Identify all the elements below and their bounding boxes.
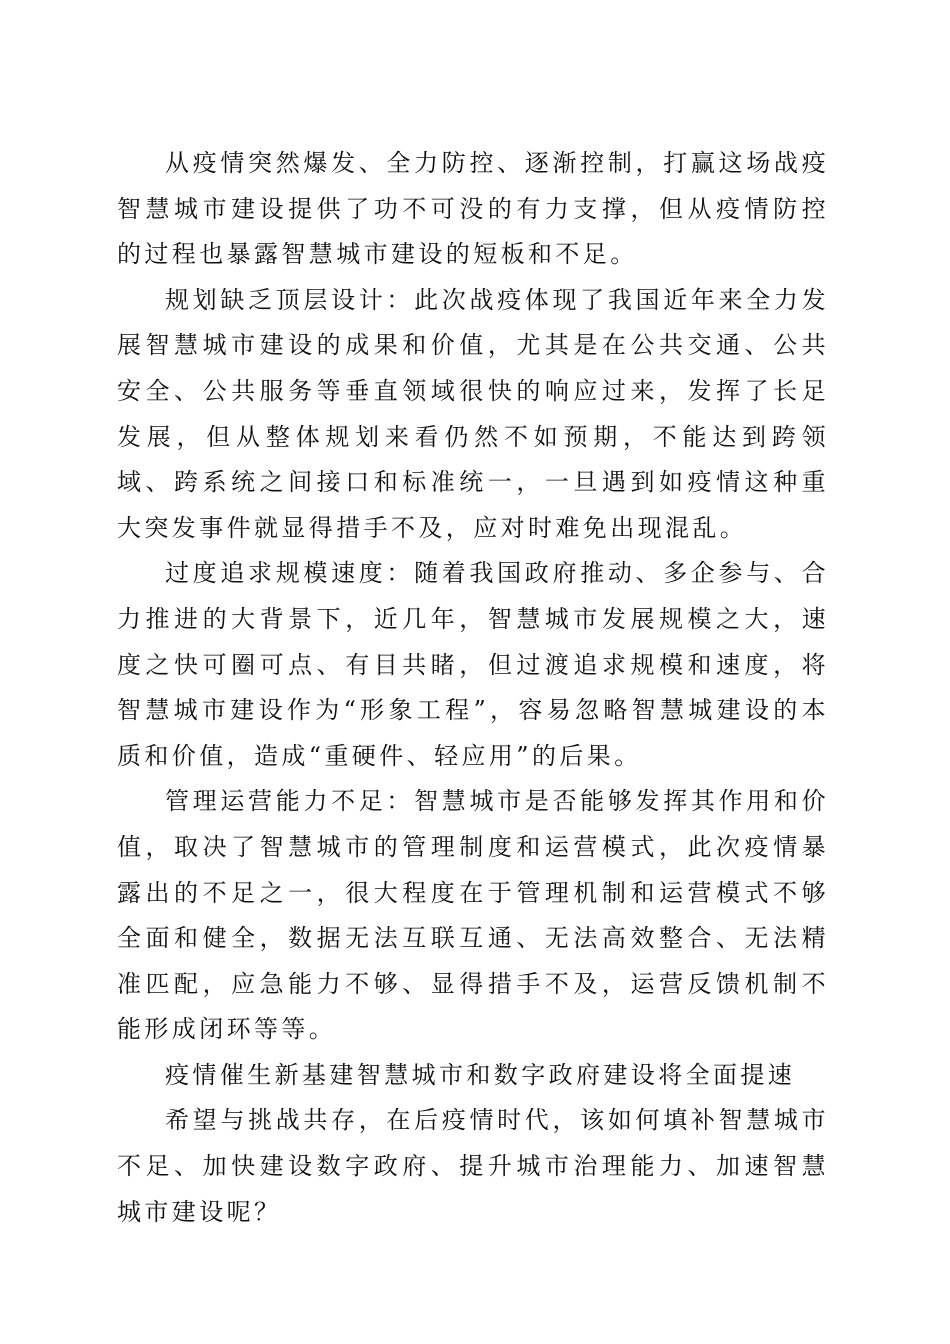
paragraph-planning: 规划缺乏顶层设计：此次战疫体现了我国近年来全力发展智慧城市建设的成果和价值，尤其是在公共交通、公共安全、公共服务等垂直领域很快的响应过来，发挥了长足发展，但从整体规划来看仍然不如预期，不能达到跨领域、跨系统之间接口和标准统一，一旦遇到如疫情这种重大突发事件就显得措手不及，应对时难免出现混乱。 — [117, 285, 829, 542]
paragraph-management: 管理运营能力不足：智慧城市是否能够发挥其作用和价值，取决了智慧城市的管理制度和运营模式，此次疫情暴露出的不足之一，很大程度在于管理机制和运营模式不够全面和健全，数据无法互联互通、无法高效整合、无法精准匹配，应急能力不够、显得措手不及，运营反馈机制不能形成闭环等等。 — [117, 787, 829, 1044]
section-heading: 疫情催生新基建智慧城市和数字政府建设将全面提速 — [165, 1060, 796, 1089]
paragraph-outlook: 希望与挑战共存，在后疫情时代，该如何填补智慧城市不足、加快建设数字政府、提升城市治理能力、加速智慧城市建设呢？ — [117, 1106, 829, 1226]
document-body — [117, 141, 829, 1235]
paragraph-intro: 从疫情突然爆发、全力防控、逐渐控制，打赢这场战疫智慧城市建设提供了功不可没的有力支撑，但从疫情防控的过程也暴露智慧城市建设的短板和不足。 — [117, 149, 829, 269]
paragraph-scale-speed: 过度追求规模速度：随着我国政府推动、多企参与、合力推进的大背景下，近几年，智慧城市发展规模之大，速度之快可圈可点、有目共睹，但过渡追求规模和速度，将智慧城市建设作为“形象工程”，容易忽略智慧城建设的本质和价值，造成“重硬件、轻应用”的后果。 — [117, 559, 829, 770]
